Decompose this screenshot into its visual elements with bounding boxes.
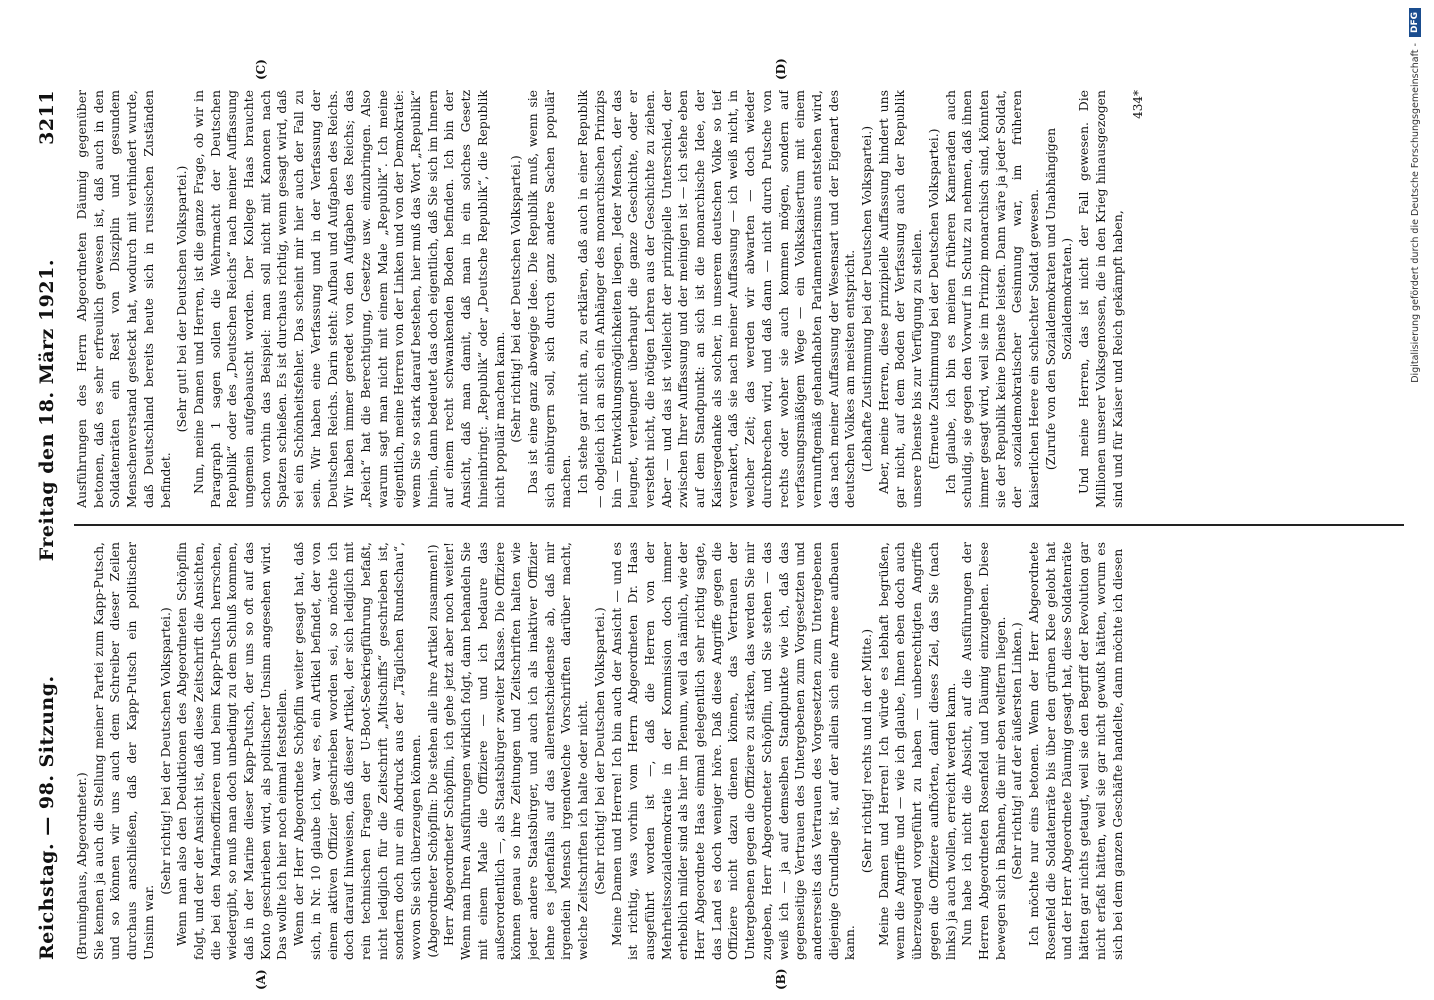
header-left: Reichstag. — 98. Sitzung. [36, 675, 58, 960]
marker-b: (B) [774, 968, 788, 990]
left-paragraph: Wenn man also den Deduktionen des Abgeordneten Schöpflin folgt, und der der Ansicht ist, daß diese Zeitschrift die Ansichten, die bei den Marineoffizieren und beim Kapp-Putsch herrschen, wiedergibt, so muß man doch unbedingt zu dem Schluß kommen, daß in der Marine dieser Kapp-Putsch, der uns so oft auf das Konto geschrieben wird, als politischer Unsinn angesehen wird. Das wollte ich hier noch einmal feststellen. [174, 542, 290, 960]
sidebar-credit [1402, 0, 1428, 1000]
columns [74, 58, 1404, 990]
left-paragraph: Meine Damen und Herren! Ich bin auch der Ansicht — und es ist richtig, was vorhin vom Herrn Abgeordneten Dr. Haas ausgeführt worden ist —, daß die Herren von der Mehrheitssozialdemokratie in der Kommission doch immer erheblich milder sind als hier im Plenum, weil da nämlich, wie der Herr Abgeordnete Haas einmal gelegentlich sehr richtig sagte, das Land es doch weniger höre. Daß diese Angriffe gegen die Offiziere nicht dazu dienen können, das Vertrauen der Untergebenen gegen die Offiziere zu stärken, das werden Sie mir zugeben, Herr Abgeordneter Schöpflin, und Sie stehen — das weiß ich — ja auf demselben Standpunkte wie ich, daß das gegenseitige Vertrauen des Untergebenen zum Vorgesetzten und andererseits das Vertrauen des Vorgesetzten zum Untergebenen diejenige Grundlage ist, auf der allein sich eine Armee aufbauen kann. [608, 542, 858, 960]
left-paragraph: (Sehr richtig! bei der Deutschen Volkspartei.) [591, 607, 607, 895]
credit-line [1402, 0, 1428, 1000]
newspaper-page [0, 60, 1434, 1000]
left-paragraph: Nun habe ich nicht die Absicht, auf die Ausführungen der Herren Abgeordneten Rosenfeld und Däumig einzugehen. Diese bewegen sich in Bahnen, die mir eben weltfern liegen. [959, 542, 1008, 960]
right-paragraph: Und meine Herren, das ist nicht der Fall gewesen. Die Millionen unserer Volksgenossen, die in den Krieg hinausgezogen sind und für Kaiser und Reich gekämpft haben, [1076, 90, 1125, 508]
right-paragraph: (Sehr richtig! bei der Deutschen Volkspartei.) [508, 155, 524, 443]
left-paragraph: Herr Abgeordneter Schöpflin, ich gehe jetzt aber noch weiter! Wenn man Ihren Ausführungen wirklich folgt, dann behandeln Sie mit einem Male die Offiziere — und ich bedaure das außerordentlich —, als Staatsbürger zweiter Klasse. Die Offiziere können genau so ihre Zeitungen und Zeitschriften halten wie jeder andere Staatsbürger, und auch ich als inaktiver Offizier lehne es jedenfalls auf das allerentschiedenste ab, daß mir irgendein Mensch irgendwelche Vorschriften darüber macht, welche Zeitschriften ich halte oder nicht. [441, 542, 591, 960]
page-header [30, 90, 64, 960]
right-paragraph: (Sehr gut! bei der Deutschen Volkspartei.) [174, 165, 190, 433]
right-paragraph: (Erneute Zustimmung bei der Deutschen Volkspartei.) [925, 128, 941, 470]
dfg-logo: DFG [1409, 8, 1421, 37]
left-column [74, 542, 1404, 960]
footnote-number: 434* [1131, 90, 1146, 119]
credit-text: Digitalisierung gefördert durch die Deutsche Forschungsgemeinschaft - [1409, 43, 1421, 383]
marker-c: (C) [254, 59, 268, 80]
page-content [30, 58, 1410, 990]
right-paragraph: Aber, meine Herren, diese prinzipielle Auffassung hindert uns gar nicht, auf dem Boden der Verfassung auch der Republik unsere Dienste bis zur Verfügung zu stellen. [875, 90, 925, 508]
right-paragraph: Ich glaube, ich bin es meinen früheren Kameraden auch schuldig, sie gegen den Vorwurf in Schutz zu nehmen, daß ihnen immer gesagt wird, weil sie im Prinzip monarchisch sind, könnten sie der Republik keine Dienste leisten. Dann wäre ja jeder Soldat, der sozialdemokratischer Gesinnung war, im früheren kaiserlichen Heere ein schlechter Soldat gewesen. [942, 90, 1042, 508]
page-number: 3211 [36, 90, 58, 145]
left-paragraph: (Abgeordneter Schöpflin: Die stehen alle ihre Artikel zusammen!) [424, 544, 440, 958]
left-paragraph: (Sehr richtig! rechts und in der Mitte.) [859, 628, 875, 874]
left-paragraph: (Sehr richtig! bei der Deutschen Volkspartei.) [157, 607, 173, 895]
column-divider [74, 524, 1404, 526]
left-paragraph: Wenn der Herr Abgeordnete Schöpflin weiter gesagt hat, daß sich, in Nr. 10 glaube ich, war es, ein Artikel befindet, der von einem aktiven Offizier geschrieben worden sei, so möchte ich doch darauf hinweisen, daß dieser Artikel, der sich lediglich mit rein technischen Fragen der U-Boot-Seekriegführung befaßt, nicht lediglich für die Zeitschrift „Mitschiffs“ geschrieben ist, sondern doch nur ein Abdruck aus der „Täglichen Rundschau“, wovon Sie sich überzeugen können. [291, 542, 424, 960]
marker-d: (D) [774, 58, 788, 80]
right-paragraph: (Lebhafte Zustimmung bei der Deutschen Volkspartei.) [859, 125, 875, 473]
right-paragraph: (Zurufe von den Sozialdemokraten und Unabhängigen Sozialdemokraten.) [1042, 127, 1075, 471]
right-paragraph: Ausführungen des Herrn Abgeordneten Däumig gegenüber betonen, daß es sehr erfreulich gewesen ist, daß auch in den Soldatenräten ein Rest von Disziplin und gesundem Menschenverstand gesteckt hat, wodurch mit verhindert wurde, daß Deutschland bereits heute sich in russischen Zuständen befindet. [74, 90, 173, 508]
right-paragraph: Ich stehe gar nicht an, zu erklären, daß auch in einer Republik — obgleich ich an sich ein Anhänger des monarchischen Prinzips bin — Entwicklungsmöglichkeiten liegen. Jeder Mensch, der das leugnet, verleugnet überhaupt die ganze Geschichte, oder er versteht nicht, die nötigen Lehren aus der Geschichte zu ziehen. Aber — und das ist vielleicht der prinzipielle Unterschied, der zwischen Ihrer Auffassung und der meinigen ist — ich stehe eben auf dem Standpunkt: an sich ist die monarchische Idee, der Kaisergedanke als solcher, in unserem deutschen Volke so tief verankert, daß sie nach meiner Auffassung — ich weiß nicht, in welcher Zeit; das werden wir abwarten — doch wieder durchbrechen wird, und daß dann — nicht durch Putsche von rechts oder woher sie auch kommen mögen, sondern auf verfassungsmäßigem Wege — ein Volkskaisertum mit einem vernunftgemäß gehandhabten Parlamentarismus entstehen wird, das nach meiner Auffassung der Wesensart und der Eigenart des deutschen Volkes am meisten entspricht. [575, 90, 858, 508]
left-paragraph: Ich möchte nur eins betonen. Wenn der Herr Abgeordnete Rosenfeld die Soldatenräte bis über den grünen Klee gelobt hat und der Herr Abgeordnete Däumig gesagt hat, diese Soldatenräte hätten gar nichts getaugt, weil sie den Begriff der Revolution gar nicht erfaßt hätten, weil sie gar nicht gewußt hätten, worum es sich bei dem ganzen Geschäfte handelte, dann möchte ich diesen [1026, 542, 1125, 960]
right-column [74, 90, 1404, 508]
header-right: Freitag den 18. März 1921. [36, 259, 58, 562]
left-paragraph: Meine Damen und Herren! Ich würde es lebhaft begrüßen, wenn die Angriffe und — wie ich glaube, Ihnen eben doch auch überzeugend vorgeführt zu haben — unberechtigten Angriffe gegen die Offiziere aufhörten, damit dieses Ziel, das Sie (nach links) ja auch wollen, erreicht werden kann. [875, 542, 958, 960]
right-paragraph: Das ist eine ganz abwegige Idee. Die Republik muß, wenn sie sich einbürgern soll, sich durch ganz andere Sachen populär machen. [524, 90, 574, 508]
left-paragraph: Sie kennen ja auch die Stellung meiner Partei zum Kapp-Putsch, und so können wir uns auch dem Schreiber dieser Zeilen durchaus anschließen, daß der Kapp-Putsch ein politischer Unsinn war. [90, 542, 156, 960]
left-paragraph: (Sehr richtig! auf der äußersten Linken.) [1009, 622, 1025, 880]
left-paragraph: (Bruninghaus, Abgeordneter.) [74, 772, 89, 960]
right-paragraph: Nun, meine Damen und Herren, ist die ganze Frage, ob wir in Paragraph 1 sagen sollen die Wehrmacht der Deutschen Republik“ oder des „Deutschen Reichs“ nach meiner Auffassung ungemein aufgebauscht worden. Der Kollege Haas brauchte schon vorhin das Beispiel: man soll nicht mit Kanonen nach Spatzen schießen. Es ist durchaus richtig, wenn gesagt wird, daß sei ein Schönheitsfehler. Das scheint mir hier auch der Fall zu sein. Wir haben eine Verfassung und in der Verfassung der Deutschen Reichs. Darin steht: Aufbau und Aufgaben des Reichs. Wir haben immer geredet von den Aufgaben des Reichs; das „Reich“ hat die Berechtigung, Gesetze usw. einzubringen. Also warum sagt man nicht mit einem Male „Republik“. Ich meine eigentlich, meine Herren von der Linken und von der Demokratie: wenn Sie so stark darauf bestehen, hier muß das Wort „Republik“ hinein, dann bedeutet das doch eigentlich, daß Sie sich im Innern auf einem recht schwankenden Boden befinden. Ich bin der Ansicht, daß man damit, daß man in ein solches Gesetz hineinbringt: „Republik“ oder „Deutsche Republik“, die Republik nicht populär machen kann. [190, 90, 507, 508]
marker-a: (A) [254, 969, 268, 990]
